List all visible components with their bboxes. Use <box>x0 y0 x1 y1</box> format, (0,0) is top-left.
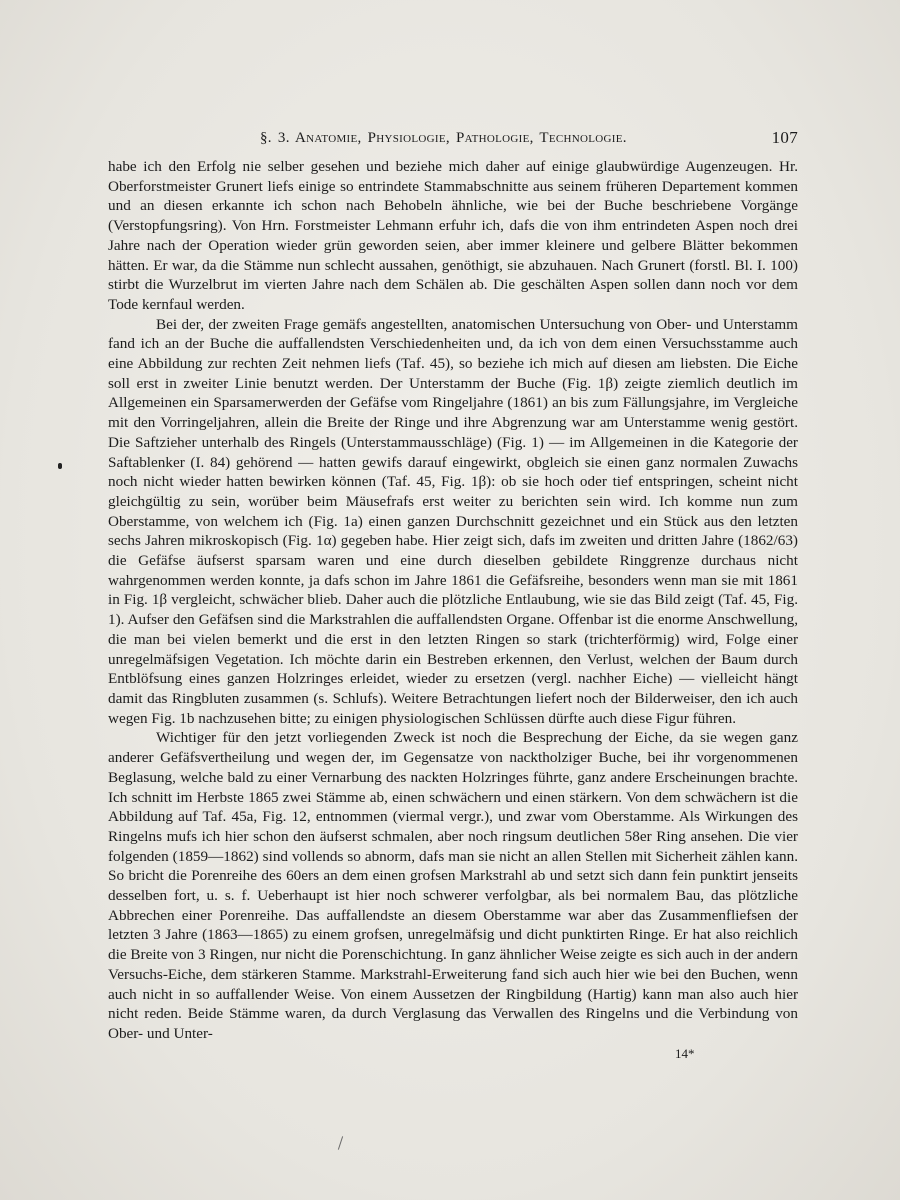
running-header <box>108 128 798 152</box>
page-number: 107 <box>771 128 798 147</box>
margin-dot <box>58 463 62 469</box>
body-text <box>108 157 798 1044</box>
section-heading: §. 3. Anatomie, Physiologie, Pathologie, Technologie. <box>260 130 627 146</box>
paragraph-2: Bei der, der zweiten Frage gemäfs angestellten, anatomischen Untersuchung von Ober- und Unterstamm fand ich an der Buche die auffallendsten Verschiedenheiten und, da ich von dem einen Versuchsstamme auch eine Abbildung zur rechten Zeit nehmen liefs (Taf. 45), so beziehe ich mich auf diesen am liebsten. Die Eiche soll erst in zweiter Linie benutzt werden. Der Unterstamm der Buche (Fig. 1β) zeigte ziemlich deutlich im Allgemeinen ein Sparsamerwerden der Gefäfse vom Ringeljahre (1861) an bis zum Fällungsjahre, im Vergleiche mit den Vorringeljahren, allein die Breite der Ringe und ihre Abgrenzung war am Unterstamme wenig gestört. Die Saftzieher unterhalb des Ringels (Unterstammausschläge) (Fig. 1) — im Allgemeinen in die Kategorie der Saftablenker (I. 84) gehörend — hatten gewifs darauf eingewirkt, obgleich sie einen ganz normalen Zuwachs noch nicht wieder hatten bewirken können (Taf. 45, Fig. 1β): ob sie hoch oder tief entspringen, scheint nicht gleichgültig zu sein, worüber beim Mäusefrafs erst weiter zu berichten sein wird. Ich komme nun zum Oberstamme, von welchem ich (Fig. 1a) einen ganzen Durchschnitt gezeichnet und ein Stück aus den letzten sechs Jahren mikroskopisch (Fig. 1α) gegeben habe. Hier zeigt sich, dafs im zweiten und dritten Jahre (1862/63) die Gefäfse äufserst sparsam waren und eine durch dieselben gebildete Ringgrenze durchaus nicht wahrgenommen werden konnte, ja dafs schon im Jahre 1861 die Gefäfsreihe, besonders wenn man sie mit 1861 in Fig. 1β vergleicht, schwächer blieb. Daher auch die plötzliche Entlaubung, wie sie das Bild zeigt (Taf. 45, Fig. 1). Aufser den Gefäfsen sind die Markstrahlen die auffallendsten Organe. Offenbar ist die enorme Anschwellung, die man bei vielen bemerkt und die erst in den letzten Ringen so stark (trichterförmig) wird, Folge einer unregelmäfsigen Vegetation. Ich möchte darin ein Bestreben erkennen, den Verlust, welchen der Baum durch Entblöfsung eines ganzen Holzringes erleidet, wieder zu ersetzen (vergl. nachher Eiche) — vielleicht hängt damit das Ringbluten zusammen (s. Schlufs). Weitere Betrachtungen liefert noch der Bilderweiser, den ich auch wegen Fig. 1b nachzusehen bitte; zu einigen physiologischen Schlüssen dürfte auch diese Figur führen. <box>108 315 798 727</box>
paragraph-3: Wichtiger für den jetzt vorliegenden Zweck ist noch die Besprechung der Eiche, da sie wegen ganz anderer Gefäfsvertheilung und wegen der, im Gegensatze von nacktholziger Buche, bei ihr vorgenommenen Beglasung, welche bald zu einer Vernarbung des nackten Holzringes führte, ganz andere Erscheinungen brachte. Ich schnitt im Herbste 1865 zwei Stämme ab, einen schwächern und einen stärkern. Von dem schwächern ist die Abbildung auf Taf. 45a, Fig. 12, entnommen (viermal vergr.), und zwar vom Oberstamme. Als Wirkungen des Ringelns mufs ich hier schon den äufserst schmalen, aber noch ringsum deutlichen 58er Ring ansehen. Die vier folgenden (1859—1862) sind vollends so abnorm, dafs man sie nicht an allen Stellen mit Sicherheit zählen kann. So bricht die Porenreihe des 60ers an dem einen grofsen Markstrahl ab und setzt sich dann fein punktirt jenseits desselben fort, u. s. f. Ueberhaupt ist hier noch schwerer verfolgbar, als bei normalem Bau, das plötzliche Abbrechen einer Porenreihe. Das auffallendste an diesem Oberstamme war aber das Zusammenfliefsen der letzten 3 Jahre (1863—1865) zu einem grofsen, unregelmäfsig und dicht punktirten Ringe. Er hat also reichlich die Breite von 3 Ringen, nur nicht die Porenschichtung. In ganz ähnlicher Weise zeigte es sich auch in der andern Versuchs-Eiche, dem stärkeren Stamme. Markstrahl-Erweiterung fand sich auch hier wie bei den Buchen, wenn auch nicht in so auffallender Weise. Von einem Aussetzen der Ringbildung (Hartig) kann man also auch hier nicht reden. Beide Stämme waren, da durch Verglasung das Verwallen des Ringelns und die Verbindung von Ober- und Unter- <box>108 729 798 1042</box>
signature-mark: 14* <box>675 1046 695 1061</box>
stray-mark <box>338 1136 343 1150</box>
paragraph-1: habe ich den Erfolg nie selber gesehen und beziehe mich daher auf einige glaubwürdige Augenzeugen. Hr. Oberforstmeister Grunert liefs einige so entrindete Stammabschnitte aus seinem früheren Departement kommen und an diesen erkannte ich schon nach Behobeln ähnliche, wie bei der Buche beschriebene Vorgänge (Verstopfungsring). Von Hrn. Forstmeister Lehmann erfuhr ich, dafs die von ihm entrindeten Aspen noch drei Jahre nach der Operation wieder grün geworden seien, aber immer kleinere und gelbere Blätter bekommen hätten. Er war, da die Stämme nun schlecht aussahen, genöthigt, sie abzuhauen. Nach Grunert (forstl. Bl. I. 100) stirbt die Wurzelbrut im vierten Jahre nach dem Schälen ab. Die geschälten Aspen sollen dann noch vor dem Tode kernfaul werden. <box>108 158 798 313</box>
